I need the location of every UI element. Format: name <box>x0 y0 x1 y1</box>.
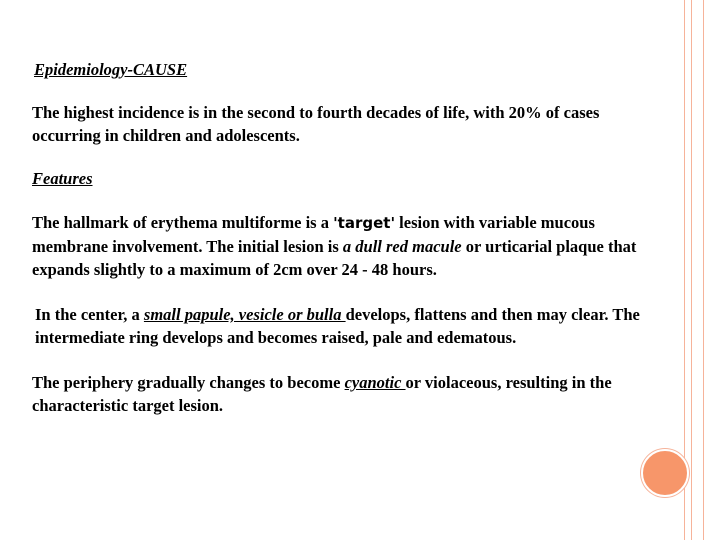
section-heading-features: Features <box>32 169 93 188</box>
emphasized-term: cyanotic <box>344 373 406 392</box>
section-heading-epidemiology: Epidemiology-CAUSE <box>34 60 188 79</box>
text-segment: The periphery gradually changes to become <box>32 373 345 392</box>
paragraph-epidemiology: The highest incidence is in the second to fourth decades of life, with 20% of cases occurring in children and adolescents. <box>32 103 600 145</box>
emphasized-term: small papule, vesicle or bulla <box>143 305 346 324</box>
text-segment: develops, flattens and then may clear. The intermediate ring develops and becomes raised, pale and edematous. <box>35 305 640 347</box>
text-segment: The hallmark of erythema multiforme is a <box>32 213 334 232</box>
emphasized-term: a dull red macule <box>342 237 462 256</box>
decorative-vertical-band <box>684 0 692 540</box>
text-segment: or urticarial plaque that expands slightly to a maximum of 2cm over 24 - 48 hours. <box>32 237 637 279</box>
paragraph-hallmark <box>32 211 672 281</box>
paragraph-periphery <box>32 371 672 417</box>
paragraph-center <box>32 303 672 349</box>
text-segment: In the center, a <box>35 305 144 324</box>
decorative-vertical-line <box>703 0 704 540</box>
text-segment: or violaceous, resulting in the characteristic target lesion. <box>32 373 612 415</box>
slide-body <box>32 58 672 417</box>
text-segment: lesion with variable mucous membrane involvement. The initial lesion is <box>32 213 595 256</box>
decorative-circle <box>641 449 689 497</box>
quoted-term: 'target' <box>333 214 396 232</box>
